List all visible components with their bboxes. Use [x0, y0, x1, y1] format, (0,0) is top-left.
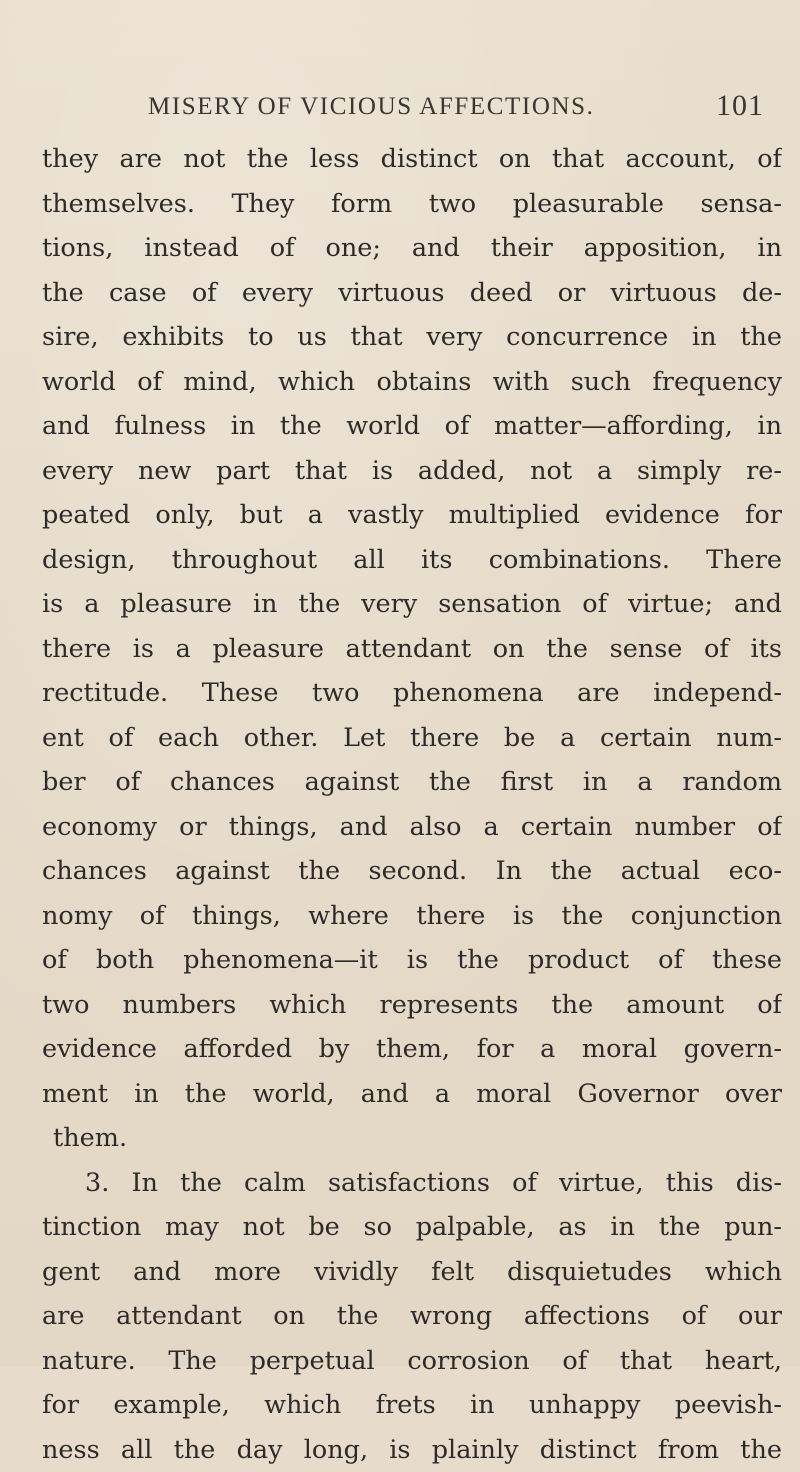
text-line: every new part that is added, not a simply re-: [42, 449, 782, 494]
text-line: peated only, but a vastly multiplied evidence for: [42, 493, 782, 538]
text-line: gent and more vividly felt disquietudes which: [42, 1250, 782, 1295]
running-title: MISERY OF VICIOUS AFFECTIONS.: [148, 93, 648, 121]
text-line: nomy of things, where there is the conjunction: [42, 894, 782, 939]
text-line: economy or things, and also a certain number of: [42, 805, 782, 850]
text-line: themselves. They form two pleasurable sensa-: [42, 182, 782, 227]
text-line: for example, which frets in unhappy peevish-: [42, 1383, 782, 1428]
text-line: rectitude. These two phenomena are independ-: [42, 671, 782, 716]
text-line: is a pleasure in the very sensation of virtue; and: [42, 582, 782, 627]
text-line: the case of every virtuous deed or virtuous de-: [42, 271, 782, 316]
text-line: chances against the second. In the actual eco-: [42, 849, 782, 894]
text-line: two numbers which represents the amount of: [42, 983, 782, 1028]
page-number: 101: [716, 89, 764, 123]
text-line: sire, exhibits to us that very concurrence in the: [42, 315, 782, 360]
text-line: world of mind, which obtains with such frequency: [42, 360, 782, 405]
text-line: nature. The perpetual corrosion of that heart,: [42, 1339, 782, 1384]
text-line: of both phenomena—it is the product of these: [42, 938, 782, 983]
text-line: ness all the day long, is plainly distinct from the: [42, 1428, 782, 1472]
text-line: ment in the world, and a moral Governor over: [42, 1072, 782, 1117]
paragraph-end-line: them.: [42, 1116, 782, 1161]
text-line: design, throughout all its combinations. There: [42, 538, 782, 583]
text-line: ber of chances against the first in a random: [42, 760, 782, 805]
text-line: ent of each other. Let there be a certain num-: [42, 716, 782, 761]
text-line: and fulness in the world of matter—affording, in: [42, 404, 782, 449]
text-line: they are not the less distinct on that account, of: [42, 137, 782, 182]
text-line: there is a pleasure attendant on the sense of its: [42, 627, 782, 672]
paragraph-start-line: 3. In the calm satisfactions of virtue, this dis-: [42, 1161, 782, 1206]
text-line: tions, instead of one; and their apposition, in: [42, 226, 782, 271]
text-line: evidence afforded by them, for a moral govern-: [42, 1027, 782, 1072]
text-line: tinction may not be so palpable, as in the pun-: [42, 1205, 782, 1250]
body-text: [42, 137, 782, 1472]
text-line: are attendant on the wrong affections of our: [42, 1294, 782, 1339]
